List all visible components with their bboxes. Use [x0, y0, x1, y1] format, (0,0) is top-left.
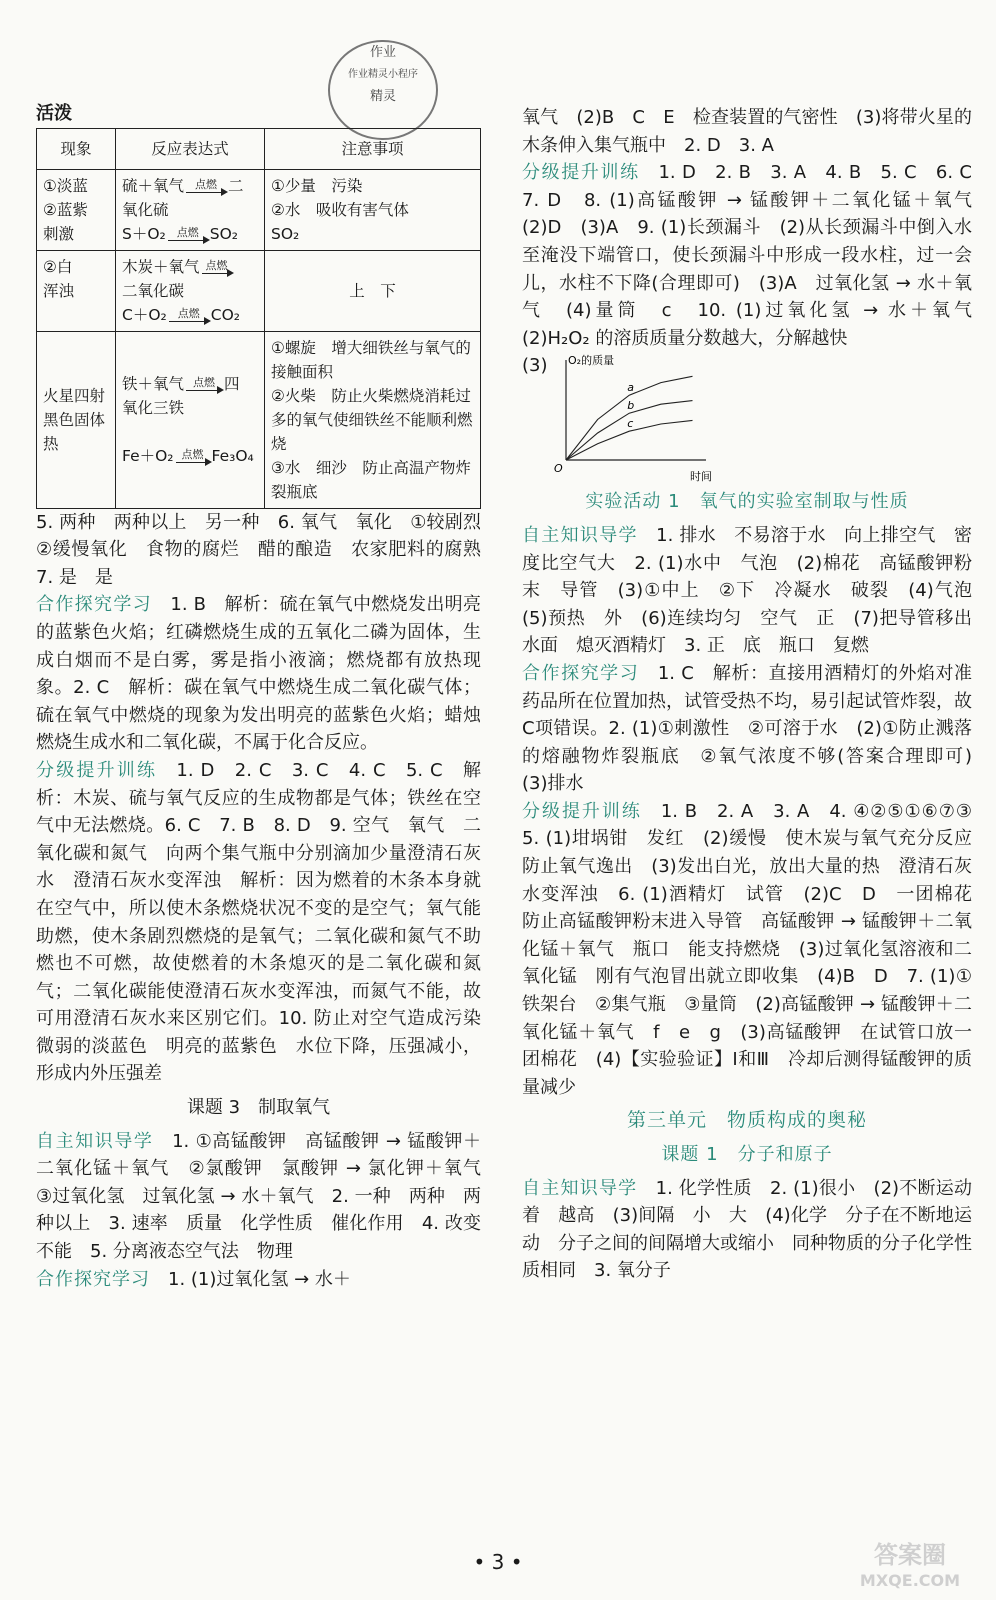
answer-text: 1. D 2. C 3. C 4. C 5. C 解析：木炭、硫与氧气反应的生成物都是气体；铁丝在空气中无法燃烧。6. C 7. B 8. D 9. 空气 氧气 二氧化碳和氮气 向两个集气瓶中分别滴加少量澄清石灰水 澄清石灰水变浑浊 解析：因为燃着的木条本身就在空气中，所以使木条燃烧状况不变的是空气；氧气能助燃，使木条剧烈燃烧的是氧气；二氧化碳和氮气不助燃也不可燃，故使燃着的木条熄灭的是二氧化碳和氮气；二氧化碳能使澄清石灰水变浑浊，而氮气不能，故可用澄清石灰水来区别它们。10. 防止对空气造成污染 微弱的淡蓝色 明亮的蓝紫色 水位下降，压强减小，形成内外压强差 — [36, 759, 499, 1085]
o2-chart — [522, 352, 972, 482]
answer-paragraph — [36, 757, 499, 1088]
answer-text: 1. D 2. B 3. A 4. B 5. C 6. C 7. D 8. (1)高锰酸钾 → 锰酸钾＋二氧化锰＋氧气 (2)D (3)A 9. (1)长颈漏斗 (2)从长颈漏斗中倒入水至淹没下端管口，使长颈漏斗中形成一段水柱，过一会儿，水柱不下降(合理即可) (3)A 过氧化氢 → 水＋氧气 (4)量筒 c 10. (1)过氧化氢 → 水＋氧气 (2)H₂O₂ 的溶质质量分数越大，分解越快 — [522, 162, 990, 349]
eq-text: 铁＋氧气 — [122, 374, 185, 393]
eq-text: C＋O₂ — [122, 305, 167, 324]
eq-text: S＋O₂ — [122, 224, 166, 243]
answer-paragraph — [522, 522, 990, 660]
th-notes: 注意事项 — [265, 128, 481, 169]
stamp-mid: 作业精灵小程序 — [348, 69, 418, 80]
section-label: 合作探究学习 — [522, 662, 640, 684]
cond: 点燃 — [176, 226, 199, 240]
eq-text: 木炭＋氧气 — [122, 257, 200, 276]
o2-mass-chart — [552, 352, 752, 482]
arrow-icon — [174, 449, 212, 463]
watermark-text: 答案圈 — [874, 1541, 946, 1569]
lesson-title: 课题 1 分子和原子 — [661, 1144, 833, 1165]
answer-paragraph — [36, 591, 481, 757]
answer-paragraph — [522, 660, 990, 798]
watermark-logo — [840, 1542, 980, 1594]
y-axis-label: O₂的质量 — [568, 354, 615, 368]
cond: 点燃 — [193, 376, 216, 390]
eq-text: 氧化硫 — [122, 200, 169, 219]
table-row — [37, 250, 481, 331]
x-axis-label: 时间 — [690, 470, 712, 483]
arrow-icon — [167, 308, 211, 322]
cell-eq — [116, 331, 265, 508]
right-column — [522, 104, 991, 1285]
answer-text: 1. 排水 不易溶于水 向上排空气 密度比空气大 2. (1)水中 气泡 (2)棉花 高锰酸钾粉末 导管 (3)①中上 ②下 冷凝水 破裂 (4)气泡 (5)预热 外 (6)连续均匀 空气 正 (7)把导管移出水面 熄灭酒精灯 3. 正 底 瓶口 复燃 — [522, 524, 990, 657]
cell-phen: 火星四射 黑色固体 热 — [37, 331, 116, 508]
answer-text: 1. (1)过氧化氢 → 水＋ — [168, 1268, 351, 1290]
series-label-b: b — [627, 399, 635, 413]
eq-text: 氧化三铁 — [122, 398, 185, 417]
th-equation: 反应表达式 — [116, 128, 265, 169]
answer-text: 1. 化学性质 2. (1)很小 (2)不断运动着 越高 (3)间隔 小 大 (4)化学 分子在不断地运动 分子之间的间隔增大或缩小 同种物质的分子化学性质相同 3. 氧分子 — [522, 1177, 973, 1282]
th-phenomenon: 现象 — [37, 128, 116, 169]
arrow-icon — [184, 377, 224, 391]
left-column — [36, 100, 499, 1293]
section-label: 分级提升训练 — [522, 800, 642, 822]
table-row — [37, 169, 481, 250]
answer-paragraph: 5. 两种 两种以上 另一种 6. 氧气 氧化 ①较剧烈 ②缓慢氧化 食物的腐烂 醋的酿造 农家肥料的腐熟 7. 是 是 — [36, 511, 499, 588]
answer-text: 1. B 解析：硫在氧气中燃烧发出明亮的蓝紫色火焰；红磷燃烧生成的五氧化二磷为固体，生成白烟而不是白雾，雾是指小液滴；燃烧都有放热现象。2. C 解析：碳在氧气中燃烧生成二氧化碳气体；硫在氧气中燃烧的现象为发出明亮的蓝紫色火焰；蜡烛燃烧生成水和二氧化碳，不属于化合反应。 — [36, 594, 482, 754]
section-label: 合作探究学习 — [36, 1268, 150, 1290]
arrow-icon — [200, 260, 234, 274]
answer-text: 1. B 2. A 3. A 4. ④②⑤①⑥⑦③ 5. (1)坩埚钳 发红 (2)缓慢 使木炭与氧气充分反应 防止氧气逸出 (3)发出白光，放出大量的热 澄清石灰水变浑浊 6. (1)酒精灯 试管 (2)C D 一团棉花 防止高锰酸钾粉末进入导管 高锰酸钾 → 锰酸钾＋二氧化锰＋氧气 瓶口 能支持燃烧 (3)过氧化氢溶液和二氧化锰 刚有气泡冒出就立即收集 (4)B D 7. (1)①铁架台 ②集气瓶 ③量筒 (2)高锰酸钾 → 锰酸钾＋二氧化锰＋氧气 f e g (3)高锰酸钾 在试管口放一团棉花 (4)【实验验证】Ⅰ和Ⅲ 冷却后测得锰酸钾的质量减少 — [522, 800, 991, 1098]
answer-paragraph — [522, 798, 991, 1102]
watermark-text: MXQE.COM — [859, 1571, 961, 1590]
eq-text: Fe＋O₂ — [122, 446, 174, 465]
eq-text: 硫＋氧气 — [122, 176, 185, 195]
reaction-table — [36, 128, 481, 509]
answer-text: 1. C 解析：直接用酒精灯的外焰对准药品所在位置加热，试管受热不均，易引起试管炸裂，故C项错误。2. (1)①刺激性 ②可溶于水 (2)①防止溅落的熔融物炸裂瓶底 ②氧气浓度不够(答案合理即可) (3)排水 — [522, 662, 990, 795]
cond: 点燃 — [181, 448, 204, 462]
heading-active: 活泼 — [36, 103, 72, 124]
page-number: • 3 • — [473, 1550, 523, 1574]
origin-label: O — [554, 462, 563, 476]
cell-eq — [116, 169, 265, 250]
answer-paragraph — [522, 1175, 972, 1285]
lesson-title: 课题 3 制取氧气 — [186, 1097, 331, 1119]
answer-paragraph — [36, 1266, 481, 1294]
cell-eq — [116, 250, 265, 331]
section-label: 合作探究学习 — [36, 594, 153, 616]
cell-phen: ②白 浑浊 — [37, 250, 116, 331]
eq-text: 二 — [228, 176, 244, 195]
section-label: 分级提升训练 — [522, 162, 640, 184]
answer-text: 1. ①高锰酸钾 高锰酸钾 → 锰酸钾＋二氧化锰＋氧气 ②氯酸钾 氯酸钾 → 氯化钾＋氧气 ③过氧化氢 过氧化氢 → 水＋氧气 2. 一种 两种 两种以上 3. 速率 质量 化学性质 催化作用 4. 改变 不能 5. 分离液态空气法 物理 — [36, 1130, 499, 1263]
unit-title: 第三单元 物质构成的奥秘 — [626, 1109, 867, 1132]
answer-paragraph: 氧气 (2)B C E 检查装置的气密性 (3)将带火星的木条伸入集气瓶中 2. D 3. A — [522, 107, 972, 156]
stamp-top: 作业 — [369, 45, 396, 60]
eq-text: CO₂ — [210, 305, 240, 324]
series-label-a: a — [627, 381, 634, 395]
answer-paragraph — [36, 1128, 499, 1266]
series-label-c: c — [627, 417, 634, 431]
cell-phen: ①淡蓝 ②蓝紫 刺激 — [37, 169, 116, 250]
eq-text: 二氧化碳 — [122, 281, 185, 300]
eq-text: 四 — [224, 374, 240, 393]
cell-note: ①螺旋 增大细铁丝与氧气的接触面积 ②火柴 防止火柴燃烧消耗过多的氧气使细铁丝不能顺利燃烧 ③水 细沙 防止高温产物炸裂瓶底 — [265, 331, 481, 508]
cell-note: ①少量 污染 ②水 吸收有害气体 SO₂ — [265, 169, 481, 250]
table-row — [37, 331, 481, 508]
cond: 点燃 — [195, 178, 218, 192]
stamp-bot: 精灵 — [369, 89, 396, 104]
section-label: 自主知识导学 — [522, 1177, 638, 1199]
eq-text: SO₂ — [209, 224, 239, 243]
section-label: 自主知识导学 — [36, 1130, 154, 1152]
section-label: 分级提升训练 — [36, 759, 158, 781]
cell-note: 上 下 — [265, 250, 481, 331]
cond: 点燃 — [205, 259, 228, 273]
cond: 点燃 — [177, 307, 200, 321]
section-label: 自主知识导学 — [522, 524, 638, 546]
arrow-icon — [166, 227, 210, 241]
eq-text: Fe₃O₄ — [211, 446, 254, 465]
activity-title: 实验活动 1 氧气的实验室制取与性质 — [585, 491, 909, 513]
figure-number: (3) — [522, 355, 548, 377]
arrow-icon — [184, 179, 228, 193]
answer-paragraph — [522, 159, 990, 352]
